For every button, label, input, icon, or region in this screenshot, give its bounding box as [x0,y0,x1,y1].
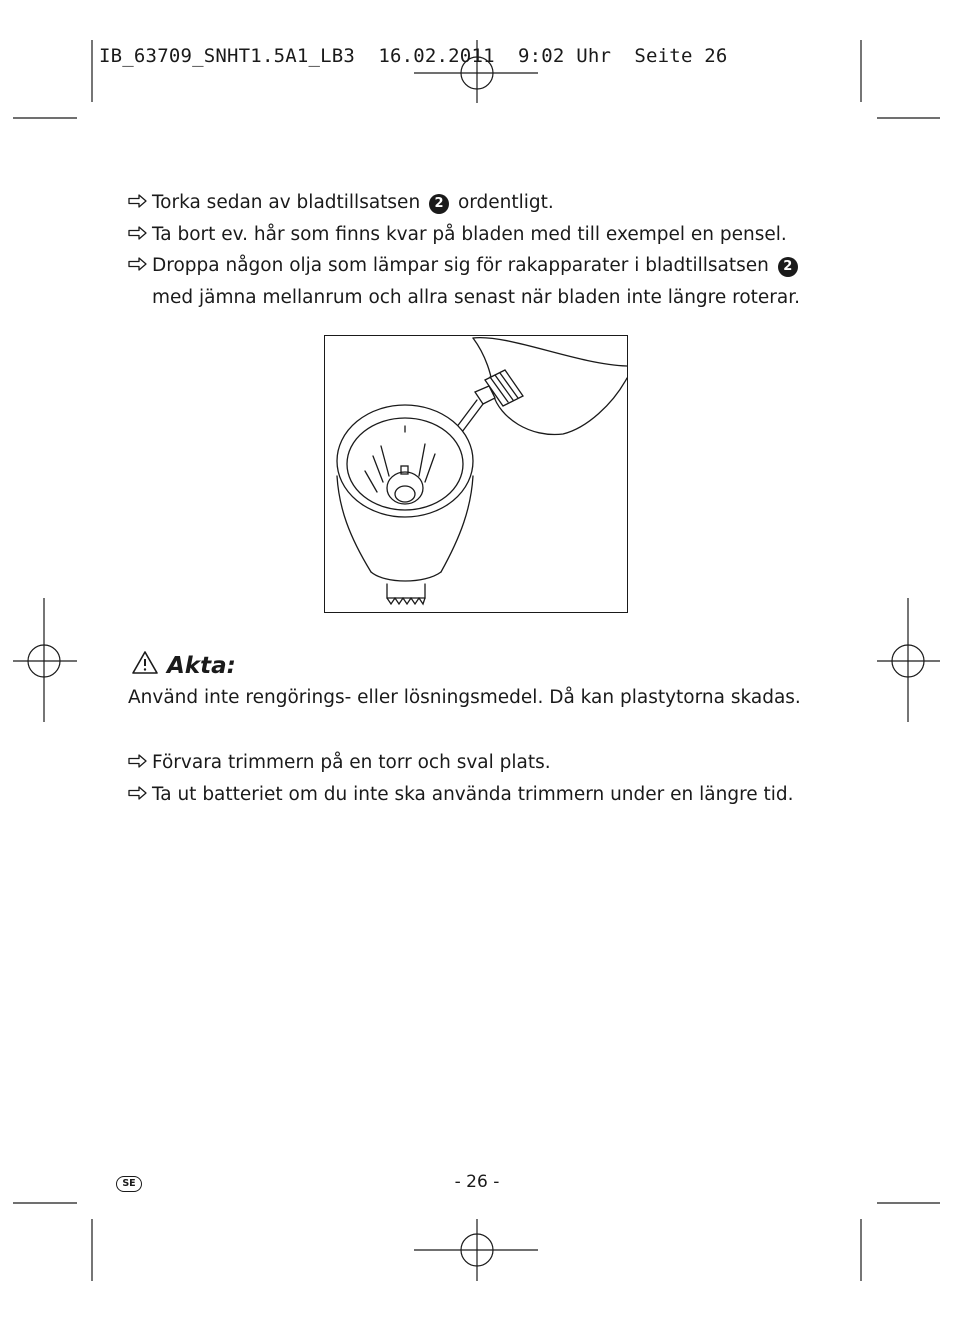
print-slug-header: IB_63709_SNHT1.5A1_LB3 16.02.2011 9:02 Uhr Seite 26 [99,45,728,67]
arrow-right-icon [128,254,152,278]
oiling-illustration [324,335,628,613]
warning-title: Akta: [167,652,236,679]
language-badge: SE [116,1176,142,1192]
instruction-item: Ta ut batteriet om du inte ska använda trimmern under en längre tid. [128,783,794,807]
trimmer-oil-drawing [325,336,627,612]
instruction-item: Ta bort ev. hår som finns kvar på bladen med till exempel en pensel. [128,223,787,247]
arrow-right-icon [128,223,152,247]
warning-triangle-icon [131,650,159,681]
page-number: - 26 - [454,1172,500,1192]
instruction-item: Förvara trimmern på en torr och sval plats. [128,751,551,775]
arrow-right-icon [128,191,152,215]
part-number-badge: 2 [429,194,449,214]
instruction-item: Droppa någon olja som lämpar sig för rakapparater i bladtillsatsen 2 [128,254,801,278]
instruction-item: Torka sedan av bladtillsatsen 2 ordentligt. [128,191,554,215]
warning-text: Använd inte rengörings- eller lösningsmedel. Då kan plastytorna skadas. [128,687,801,708]
arrow-right-icon [128,751,152,775]
warning-heading [131,650,236,681]
part-number-badge: 2 [778,257,798,277]
arrow-right-icon [128,783,152,807]
instruction-continuation: med jämna mellanrum och allra senast när bladen inte längre roterar. [152,287,801,308]
